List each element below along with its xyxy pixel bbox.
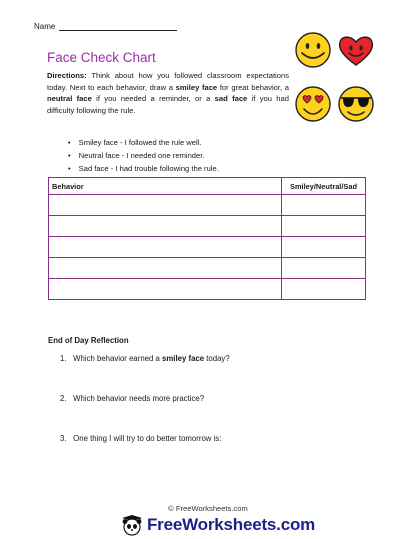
site-logo[interactable] — [120, 514, 315, 536]
behavior-cell[interactable] — [49, 216, 282, 237]
face-cell[interactable] — [282, 258, 366, 279]
chart-header-row — [49, 178, 366, 195]
behavior-column-header: Behavior — [49, 178, 282, 195]
behavior-chart — [48, 177, 366, 300]
table-row — [49, 216, 366, 237]
directions-text: Directions: Think about how you followed classroom expectations today. Next to each behavior, draw a smiley face for great behavior, a neutral face if you needed a reminder, or a sad face if you had difficulty following the rule. — [47, 71, 290, 116]
face-cell[interactable] — [282, 279, 366, 300]
behavior-cell[interactable] — [49, 195, 282, 216]
legend-item-neutral: • Neutral face - I needed one reminder. — [68, 149, 219, 162]
reflection-question-3: 3. One thing I will try to do better tomorrow is: — [60, 434, 222, 443]
reflection-question-2: 2. Which behavior needs more practice? — [60, 394, 205, 403]
table-row — [49, 279, 366, 300]
behavior-cell[interactable] — [49, 237, 282, 258]
legend-list — [68, 136, 219, 175]
face-cell[interactable] — [282, 216, 366, 237]
reflection-title: End of Day Reflection — [48, 336, 129, 345]
table-row — [49, 237, 366, 258]
legend-item-smiley: • Smiley face - I followed the rule well. — [68, 136, 219, 149]
face-cell[interactable] — [282, 237, 366, 258]
directions-label: Directions: — [47, 71, 87, 80]
page-title: Face Check Chart — [47, 50, 156, 65]
behavior-cell[interactable] — [49, 258, 282, 279]
face-cell[interactable] — [282, 195, 366, 216]
panda-icon — [120, 514, 144, 536]
name-field[interactable] — [34, 22, 177, 31]
sunglasses-emoji-icon — [339, 87, 373, 121]
behavior-cell[interactable] — [49, 279, 282, 300]
legend-item-sad: • Sad face - I had trouble following the rule. — [68, 162, 219, 175]
face-column-header: Smiley/Neutral/Sad — [282, 178, 366, 195]
copyright-link[interactable]: © FreeWorksheets.com — [168, 504, 248, 513]
name-label: Name — [34, 22, 56, 31]
heart-emoji-icon — [340, 37, 373, 65]
name-underline[interactable] — [59, 22, 177, 31]
emoji-illustration — [293, 30, 377, 126]
heart-eyes-emoji-icon — [296, 87, 330, 121]
logo-text: FreeWorksheets.com — [147, 515, 316, 534]
table-row — [49, 195, 366, 216]
table-row — [49, 258, 366, 279]
reflection-question-1: 1. Which behavior earned a smiley face today? — [60, 354, 230, 363]
smiley-face-emoji-icon — [296, 33, 330, 67]
